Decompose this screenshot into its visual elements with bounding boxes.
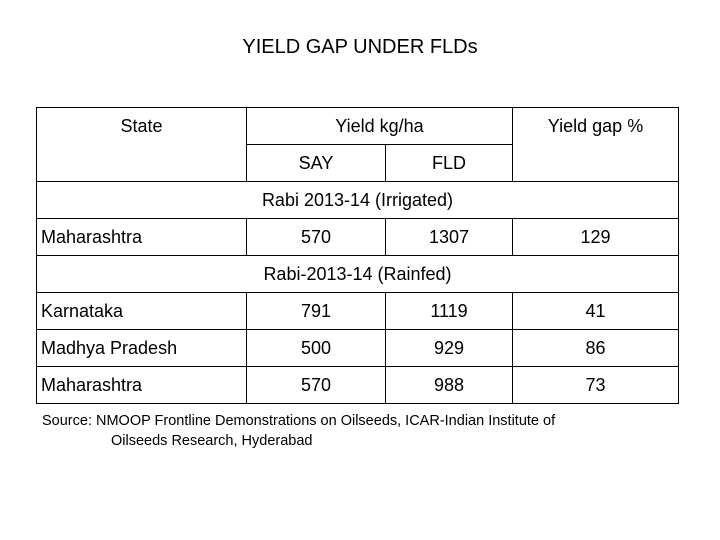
page-title: YIELD GAP UNDER FLDs bbox=[242, 36, 478, 58]
state-cell: Karnataka bbox=[37, 293, 247, 330]
source-note bbox=[42, 411, 555, 451]
table-row bbox=[37, 219, 679, 256]
yield-gap-table bbox=[36, 107, 679, 404]
state-header: State bbox=[37, 108, 247, 145]
fld-cell: 1307 bbox=[386, 219, 513, 256]
header-row-1 bbox=[37, 108, 679, 145]
say-cell: 500 bbox=[247, 330, 386, 367]
yield-header: Yield kg/ha bbox=[247, 108, 513, 145]
yield-gap-header: Yield gap % bbox=[513, 108, 679, 145]
gap-cell: 86 bbox=[513, 330, 679, 367]
source-line-1: Source: NMOOP Frontline Demonstrations on Oilseeds, ICAR-Indian Institute of bbox=[42, 413, 556, 429]
section-row-irrigated bbox=[37, 182, 679, 219]
say-cell: 791 bbox=[247, 293, 386, 330]
gap-cell: 73 bbox=[513, 367, 679, 404]
section-label: Rabi-2013-14 (Rainfed) bbox=[37, 256, 679, 293]
fld-cell: 988 bbox=[386, 367, 513, 404]
gap-cell: 129 bbox=[513, 219, 679, 256]
fld-cell: 1119 bbox=[386, 293, 513, 330]
yield-gap-header-spacer bbox=[513, 145, 679, 182]
fld-header: FLD bbox=[386, 145, 513, 182]
state-cell: Maharashtra bbox=[37, 367, 247, 404]
section-label: Rabi 2013-14 (Irrigated) bbox=[37, 182, 679, 219]
table-row bbox=[37, 330, 679, 367]
state-cell: Maharashtra bbox=[37, 219, 247, 256]
say-cell: 570 bbox=[247, 367, 386, 404]
table-row bbox=[37, 367, 679, 404]
gap-cell: 41 bbox=[513, 293, 679, 330]
say-cell: 570 bbox=[247, 219, 386, 256]
fld-cell: 929 bbox=[386, 330, 513, 367]
source-line-2: Oilseeds Research, Hyderabad bbox=[111, 433, 313, 449]
say-header: SAY bbox=[247, 145, 386, 182]
section-row-rainfed bbox=[37, 256, 679, 293]
table-row bbox=[37, 293, 679, 330]
state-cell: Madhya Pradesh bbox=[37, 330, 247, 367]
state-header-spacer bbox=[37, 145, 247, 182]
header-row-2 bbox=[37, 145, 679, 182]
